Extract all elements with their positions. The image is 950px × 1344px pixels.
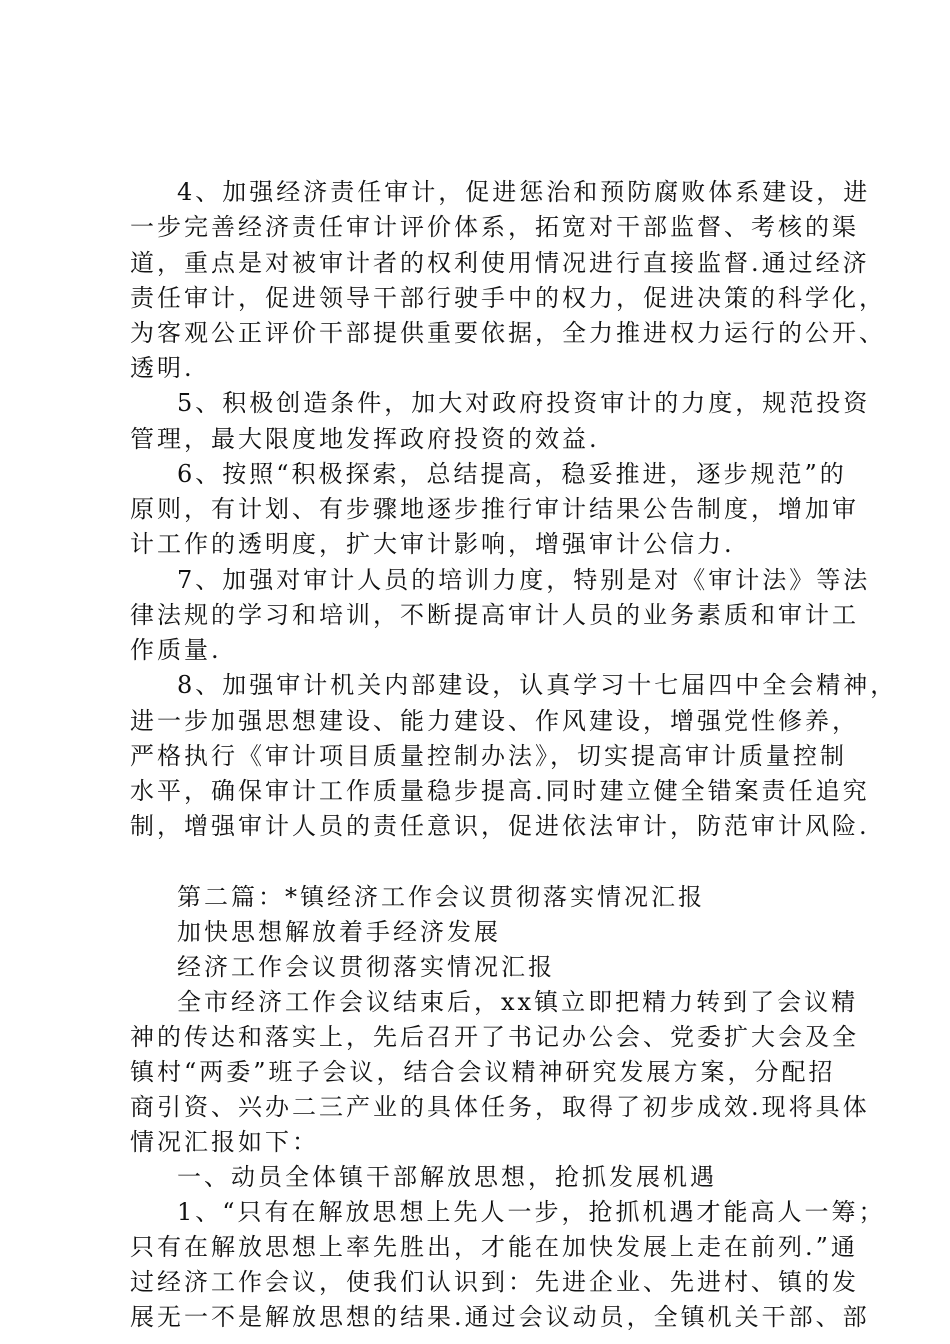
text-line: 律法规的学习和培训，不断提高审计人员的业务素质和审计工 xyxy=(130,601,859,629)
text-line: 过经济工作会议，使我们认识到：先进企业、先进村、镇的发 xyxy=(130,1268,859,1296)
text-line: 作质量. xyxy=(130,636,222,664)
text-line: 一、动员全体镇干部解放思想，抢抓发展机遇 xyxy=(177,1163,717,1191)
text-line: 展无一不是解放思想的结果.通过会议动员，全镇机关干部、部 xyxy=(130,1303,870,1331)
text-line: 原则，有计划、有步骤地逐步推行审计结果公告制度，增加审 xyxy=(130,495,859,523)
text-line: 计工作的透明度，扩大审计影响，增强审计公信力. xyxy=(130,530,735,558)
text-line: 全市经济工作会议结束后，xx镇立即把精力转到了会议精 xyxy=(177,988,859,1016)
section-heading: 第二篇：*镇经济工作会议贯彻落实情况汇报 xyxy=(177,883,705,911)
text-line: 水平，确保审计工作质量稳步提高.同时建立健全错案责任追究 xyxy=(130,777,870,805)
text-line: 6、按照“积极探索，总结提高，稳妥推进，逐步规范”的 xyxy=(177,460,847,488)
text-line: 道，重点是对被审计者的权利使用情况进行直接监督.通过经济 xyxy=(130,249,870,277)
text-line: 管理，最大限度地发挥政府投资的效益. xyxy=(130,425,600,453)
text-line: 进一步加强思想建设、能力建设、作风建设，增强党性修养， xyxy=(130,707,859,735)
text-line: 1、“只有在解放思想上先人一步，抢抓机遇才能高人一筹； xyxy=(177,1198,886,1226)
text-line: 只有在解放思想上率先胜出，才能在加快发展上走在前列.”通 xyxy=(130,1233,858,1261)
text-line: 严格执行《审计项目质量控制办法》，切实提高审计质量控制 xyxy=(130,742,847,770)
text-line: 8、加强审计机关内部建设，认真学习十七届四中全会精神， xyxy=(177,671,898,699)
text-line: 商引资、兴办二三产业的具体任务，取得了初步成效.现将具体 xyxy=(130,1093,870,1121)
text-line: 神的传达和落实上，先后召开了书记办公会、党委扩大会及全 xyxy=(130,1023,859,1051)
text-line: 责任审计，促进领导干部行驶手中的权力，促进决策的科学化， xyxy=(130,284,886,312)
text-line: 5、积极创造条件，加大对政府投资审计的力度，规范投资 xyxy=(177,389,871,417)
text-line: 情况汇报如下： xyxy=(130,1128,319,1156)
text-line: 一步完善经济责任审计评价体系，拓宽对干部监督、考核的渠 xyxy=(130,213,859,241)
section-subheading: 加快思想解放着手经济发展 xyxy=(177,918,501,946)
text-line: 制，增强审计人员的责任意识，促进依法审计，防范审计风险. xyxy=(130,812,870,840)
section-subheading: 经济工作会议贯彻落实情况汇报 xyxy=(177,953,555,981)
text-line: 4、加强经济责任审计，促进惩治和预防腐败体系建设，进 xyxy=(177,178,871,206)
text-line: 透明. xyxy=(130,354,195,382)
text-line: 为客观公正评价干部提供重要依据，全力推进权力运行的公开、 xyxy=(130,319,886,347)
text-line: 7、加强对审计人员的培训力度，特别是对《审计法》等法 xyxy=(177,566,871,594)
text-line: 镇村“两委”班子会议，结合会议精神研究发展方案，分配招 xyxy=(130,1058,836,1086)
